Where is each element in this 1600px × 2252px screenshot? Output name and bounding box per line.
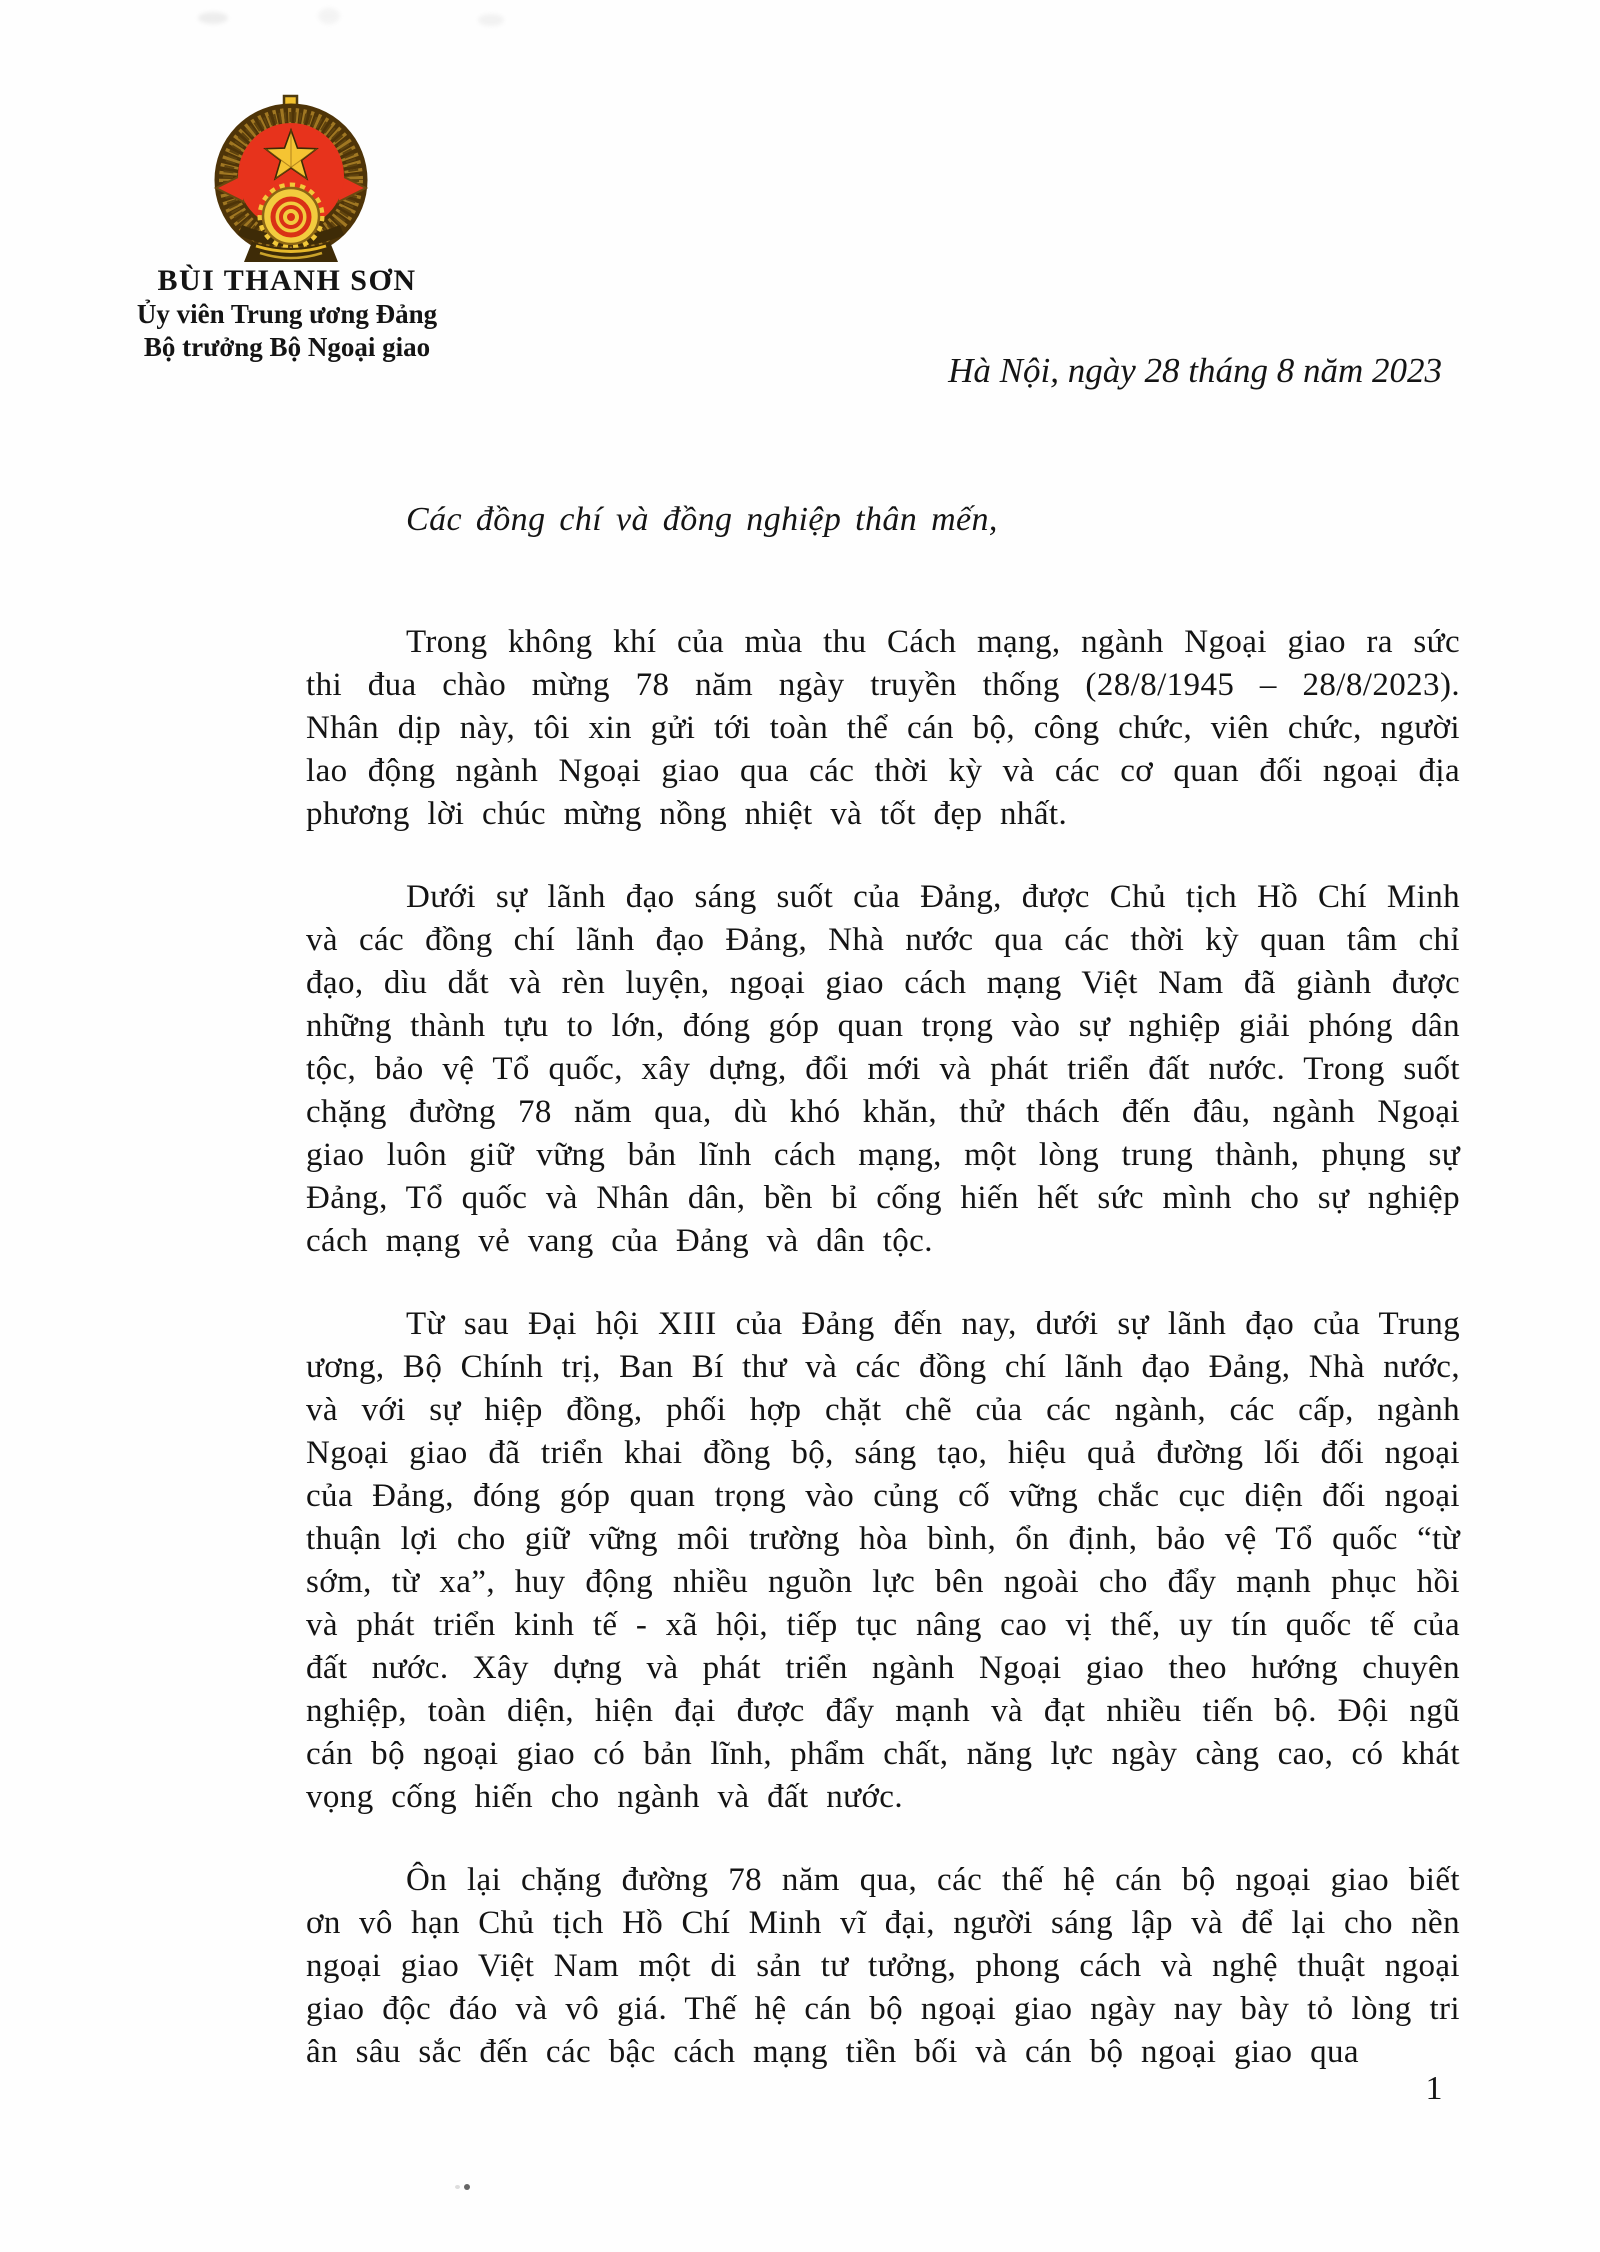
officer-name: BÙI THANH SƠN	[157, 264, 417, 297]
ink-dot-artifact	[464, 2184, 470, 2190]
scan-smudge	[318, 8, 340, 24]
scan-smudge	[198, 12, 228, 24]
dateline: Hà Nội, ngày 28 tháng 8 năm 2023	[948, 351, 1442, 390]
salutation: Các đồng chí và đồng nghiệp thân mến,	[406, 501, 998, 538]
officer-title-minister: Bộ trưởng Bộ Ngoại giao	[143, 332, 431, 362]
officer-header-block	[104, 264, 470, 364]
paragraph-3: Từ sau Đại hội XIII của Đảng đến nay, dưới sự lãnh đạo của Trung ương, Bộ Chính trị, Ban Bí thư và các đồng chí lãnh đạo Đảng, Nhà nước, và với sự hiệp đồng, phối hợp chặt chẽ của các ngành, các cấp, ngành Ngoại giao đã triển khai đồng bộ, sáng tạo, hiệu quả đường lối đối ngoại của Đảng, đóng góp quan trọng vào củng cố vững chắc cục diện đối ngoại thuận lợi cho giữ vững môi trường hòa bình, ổn định, bảo vệ Tổ quốc “từ sớm, từ xa”, huy động nhiều nguồn lực bên ngoài cho đẩy mạnh phục hồi và phát triển kinh tế - xã hội, tiếp tục nâng cao vị thế, uy tín quốc tế của đất nước. Xây dựng và phát triển ngành Ngoại giao theo hướng chuyên nghiệp, toàn diện, hiện đại được đẩy mạnh và đạt nhiều tiến bộ. Đội ngũ cán bộ ngoại giao có bản lĩnh, phẩm chất, năng lực ngày càng cao, có khát vọng cống hiến cho ngành và đất nước.	[306, 1306, 1460, 1815]
paragraph-4: Ôn lại chặng đường 78 năm qua, các thế hệ cán bộ ngoại giao biết ơn vô hạn Chủ tịch Hồ Chí Minh vĩ đại, người sáng lập và để lại cho nền ngoại giao Việt Nam một di sản tư tưởng, phong cách và nghệ thuật ngoại giao độc đáo và vô giá. Thế hệ cán bộ ngoại giao ngày nay bày tỏ lòng tri ân sâu sắc đến các bậc cách mạng tiền bối và cán bộ ngoại giao qua	[306, 1862, 1460, 2070]
officer-title-party: Ủy viên Trung ương Đảng	[136, 299, 438, 329]
page-number: 1	[1425, 2070, 1443, 2107]
paragraph-1: Trong không khí của mùa thu Cách mạng, ngành Ngoại giao ra sức thi đua chào mừng 78 năm ngày truyền thống (28/8/1945 – 28/8/2023). Nhân dịp này, tôi xin gửi tới toàn thể cán bộ, công chức, viên chức, người lao động ngành Ngoại giao qua các thời kỳ và các cơ quan đối ngoại địa phương lời chúc mừng nồng nhiệt và tốt đẹp nhất.	[306, 624, 1460, 832]
paragraph-2: Dưới sự lãnh đạo sáng suốt của Đảng, được Chủ tịch Hồ Chí Minh và các đồng chí lãnh đạo Đảng, Nhà nước qua các thời kỳ quan tâm chỉ đạo, dìu dắt và rèn luyện, ngoại giao cách mạng Việt Nam đã giành được những thành tựu to lớn, đóng góp quan trọng vào sự nghiệp giải phóng dân tộc, bảo vệ Tổ quốc, xây dựng, đổi mới và phát triển đất nước. Trong suốt chặng đường 78 năm qua, dù khó khăn, thử thách đến đâu, ngành Ngoại giao luôn giữ vững bản lĩnh cách mạng, một lòng trung thành, phụng sự Đảng, Tổ quốc và Nhân dân, bền bỉ cống hiến hết sức mình cho sự nghiệp cách mạng vẻ vang của Đảng và dân tộc.	[306, 879, 1460, 1259]
scan-smudge	[478, 14, 504, 26]
letter-body	[306, 498, 1460, 2074]
vietnam-national-emblem-icon	[212, 92, 370, 264]
